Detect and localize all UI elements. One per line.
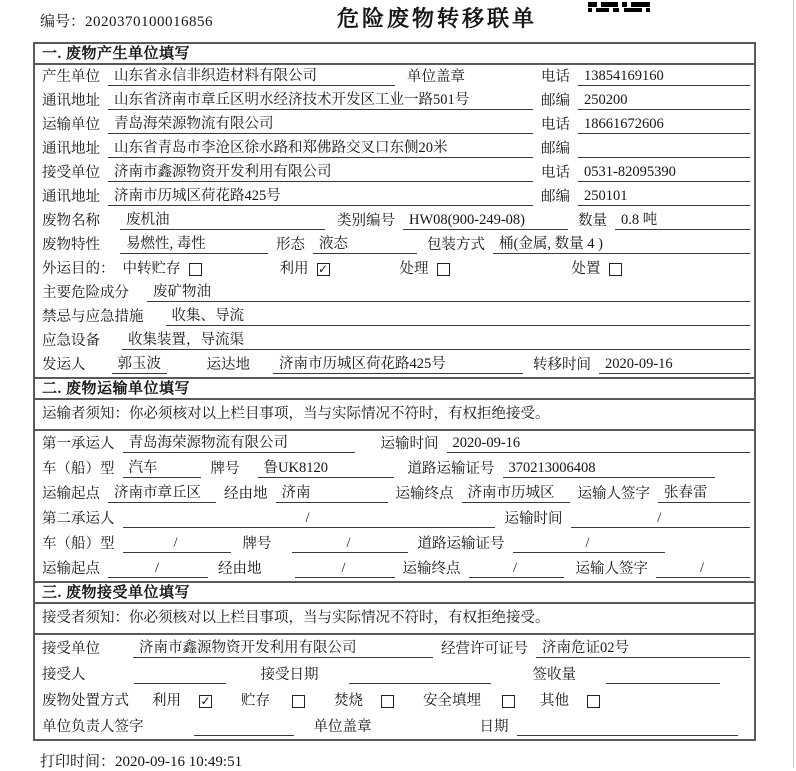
field-label: 包装方式 [427,237,485,253]
form-row [35,89,754,113]
field-value: 济南危证02号 [536,640,750,658]
checkbox-unchecked-icon [292,695,305,708]
field-value: 易燃性, 毒性 [120,236,268,254]
field-label: 发运人 [42,357,86,373]
form-row [35,431,754,456]
field-label: 通讯地址 [42,141,100,157]
field-label: 类别编号 [337,213,395,229]
field-value: 2020-09-16 [599,356,750,374]
form-row [35,113,754,137]
field-label: 应急设备 [42,333,100,349]
field-value: 济南市历城区荷花路425号 [273,356,523,374]
form-row [35,329,754,353]
checkbox-unchecked-icon [609,263,622,276]
field-label: 运输起点 [42,486,100,502]
field-value: 0531-82095390 [578,164,750,182]
field-label: 道路运输证号 [417,536,505,552]
field-value: 济南市章丘区 [108,485,216,503]
field-value: / [469,560,564,578]
form-row [35,281,754,305]
field-label: 贮存 [241,693,270,709]
field-value: / [108,560,208,578]
field-label: 运输时间 [504,511,563,527]
field-label: 通讯地址 [42,93,100,109]
field-label: 安全填埋 [423,693,481,709]
transfer-manifest-form [33,42,756,741]
field-value: 收集装置，导流渠 [122,332,750,350]
form-row [35,661,754,687]
field-value: 山东省永信非织造材料有限公司 [108,68,395,86]
form-row [35,305,754,329]
field-label: 第一承运人 [42,436,115,452]
field-value: / [292,535,408,553]
field-label: 邮编 [541,189,570,205]
field-label: 道路运输证号 [407,461,495,477]
field-label: 运输人签字 [575,561,648,577]
field-value: 济南市鑫源物资开发利用有限公司 [133,640,433,658]
field-label: 运输时间 [380,436,439,452]
field-label: 邮编 [541,141,570,157]
checkbox-unchecked-icon [189,263,202,276]
checkbox-checked-icon: ✓ [317,262,329,276]
form-row [35,635,754,661]
field-label: 处理 [399,261,429,277]
field-label: 车（船）型 [42,461,115,477]
field-label: 运输起点 [42,561,100,577]
field-value [134,667,226,684]
field-value: 13854169160 [578,68,750,86]
form-row [35,713,754,739]
field-label: 单位负责人签字 [42,719,144,735]
form-row [35,456,754,481]
field-label: 转移时间 [533,357,591,373]
field-label: 经由地 [224,486,268,502]
form-row [35,531,754,556]
field-label: 牌号 [210,461,240,477]
field-label: 单位盖章 [407,69,465,85]
field-value: 液态 [313,236,417,254]
field-label: 其他 [540,693,569,709]
checkbox-unchecked-icon [502,695,515,708]
field-value: 0.8 吨 [615,212,750,230]
field-label: 接受人 [42,667,86,683]
form-section [35,44,754,377]
field-label: 电话 [541,69,570,85]
field-label: 单位盖章 [313,719,372,735]
form-section [35,377,754,581]
field-label: 中转贮存 [122,261,181,277]
field-label: 牌号 [242,536,272,552]
field-label: 废物处置方式 [42,693,129,709]
form-row [35,161,754,185]
field-value: 370213006408 [503,460,715,478]
field-value: 张春雷 [658,485,750,503]
field-value: / [123,510,495,528]
field-value: 18661672606 [578,116,750,134]
checkbox-checked-icon: ✓ [200,694,211,708]
form-row [35,185,754,209]
field-label: 数量 [578,213,607,229]
field-label: 电话 [541,117,570,133]
serial-number: 2020370100016856 [85,14,214,30]
field-label: 废物名称 [42,213,100,229]
form-row [35,506,754,531]
serial-label: 编号： [40,14,86,30]
field-value: 250200 [578,92,750,110]
field-value: 郭玉波 [112,356,167,374]
form-row [35,687,754,713]
field-value: 汽车 [123,460,201,478]
field-value: 青岛海荣源物流有限公司 [123,435,355,453]
field-label: 运输终点 [395,486,454,502]
field-label: 禁忌与应急措施 [42,309,144,325]
form-row [35,481,754,506]
field-value: 2020-09-16 [447,435,751,453]
field-label: 运达地 [206,357,250,373]
field-label: 邮编 [541,93,570,109]
field-label: 主要危险成分 [42,285,129,301]
qr-code-fragment [588,0,650,18]
field-label: 形态 [276,237,305,253]
field-value: / [295,560,395,578]
form-row [35,209,754,233]
section-header: 一. 废物产生单位填写 [35,44,754,65]
checkbox-unchecked-icon [381,695,394,708]
field-label: 处置 [571,261,601,277]
field-label: 焚烧 [334,693,363,709]
field-label: 接受者须知：你必须核对以上栏目事项，当与实际情况不符时，有权拒绝接受。 [42,610,550,626]
field-label: 运输单位 [42,117,100,133]
field-value: / [123,535,231,553]
field-label: 接受单位 [42,641,100,657]
field-label: 车（船）型 [42,536,115,552]
page-title: 危险废物转移联单 [337,6,538,31]
print-time-label: 打印时间： [40,754,116,770]
field-value [517,719,739,736]
field-label: 签收量 [532,667,576,683]
field-label: 通讯地址 [42,189,100,205]
field-value: 济南市鑫源物资开发利用有限公司 [108,164,533,182]
section-header: 二. 废物运输单位填写 [35,379,754,400]
document-serial [40,10,213,31]
field-label: 第二承运人 [42,511,115,527]
field-value: HW08(900-249-08) [403,212,568,230]
field-label: 运输终点 [402,561,461,577]
section-header: 三. 废物接受单位填写 [35,583,754,604]
field-value: 废机油 [120,212,325,230]
field-value [578,141,750,158]
field-value: 山东省青岛市李沧区徐水路和郑佛路交叉口东侧20米 [108,140,533,158]
field-label: 接受日期 [260,667,319,683]
field-value [349,667,491,684]
field-value: 鲁UK8120 [258,460,394,478]
field-value: 济南市历城区荷花路425号 [108,188,533,206]
field-value: / [513,535,665,553]
field-value: 济南 [276,485,388,503]
field-value: 山东省济南市章丘区明水经济技术开发区工业一路501号 [108,92,533,110]
field-label: 接受单位 [42,165,100,181]
form-row [35,137,754,161]
field-value [606,667,720,684]
field-label: 运输者须知：你必须核对以上栏目事项，当与实际情况不符时，有权拒绝接受。 [42,406,550,422]
print-time-value: 2020-09-16 10:49:51 [115,754,243,770]
field-label: 经营许可证号 [441,641,528,657]
field-label: 外运目的： [42,261,115,277]
field-label: 运输人签字 [577,486,650,502]
field-label: 利用 [152,693,181,709]
field-value: 桶(金属, 数量 4 ) [493,236,750,254]
field-value: 济南市历城区 [462,485,570,503]
field-label: 产生单位 [42,69,100,85]
form-row [35,556,754,581]
page-edge-line [793,0,794,768]
field-value: 250101 [578,188,750,206]
field-value: 青岛海荣源物流有限公司 [108,116,533,134]
field-label: 废物特性 [42,237,100,253]
notice-row [35,604,754,635]
field-label: 电话 [541,165,570,181]
field-value: / [656,560,750,578]
form-row [35,65,754,89]
field-label: 日期 [479,719,509,735]
notice-row [35,400,754,431]
field-value: 收集、导流 [166,308,751,326]
field-value [194,719,294,736]
form-row [35,233,754,257]
field-value: / [571,510,751,528]
field-label: 利用 [279,261,309,277]
form-section [35,581,754,739]
field-label: 经由地 [218,561,262,577]
field-value: 废矿物油 [147,284,750,302]
form-row [35,257,754,281]
checkbox-unchecked-icon [587,695,600,708]
form-row [35,353,754,377]
checkbox-unchecked-icon [437,263,450,276]
